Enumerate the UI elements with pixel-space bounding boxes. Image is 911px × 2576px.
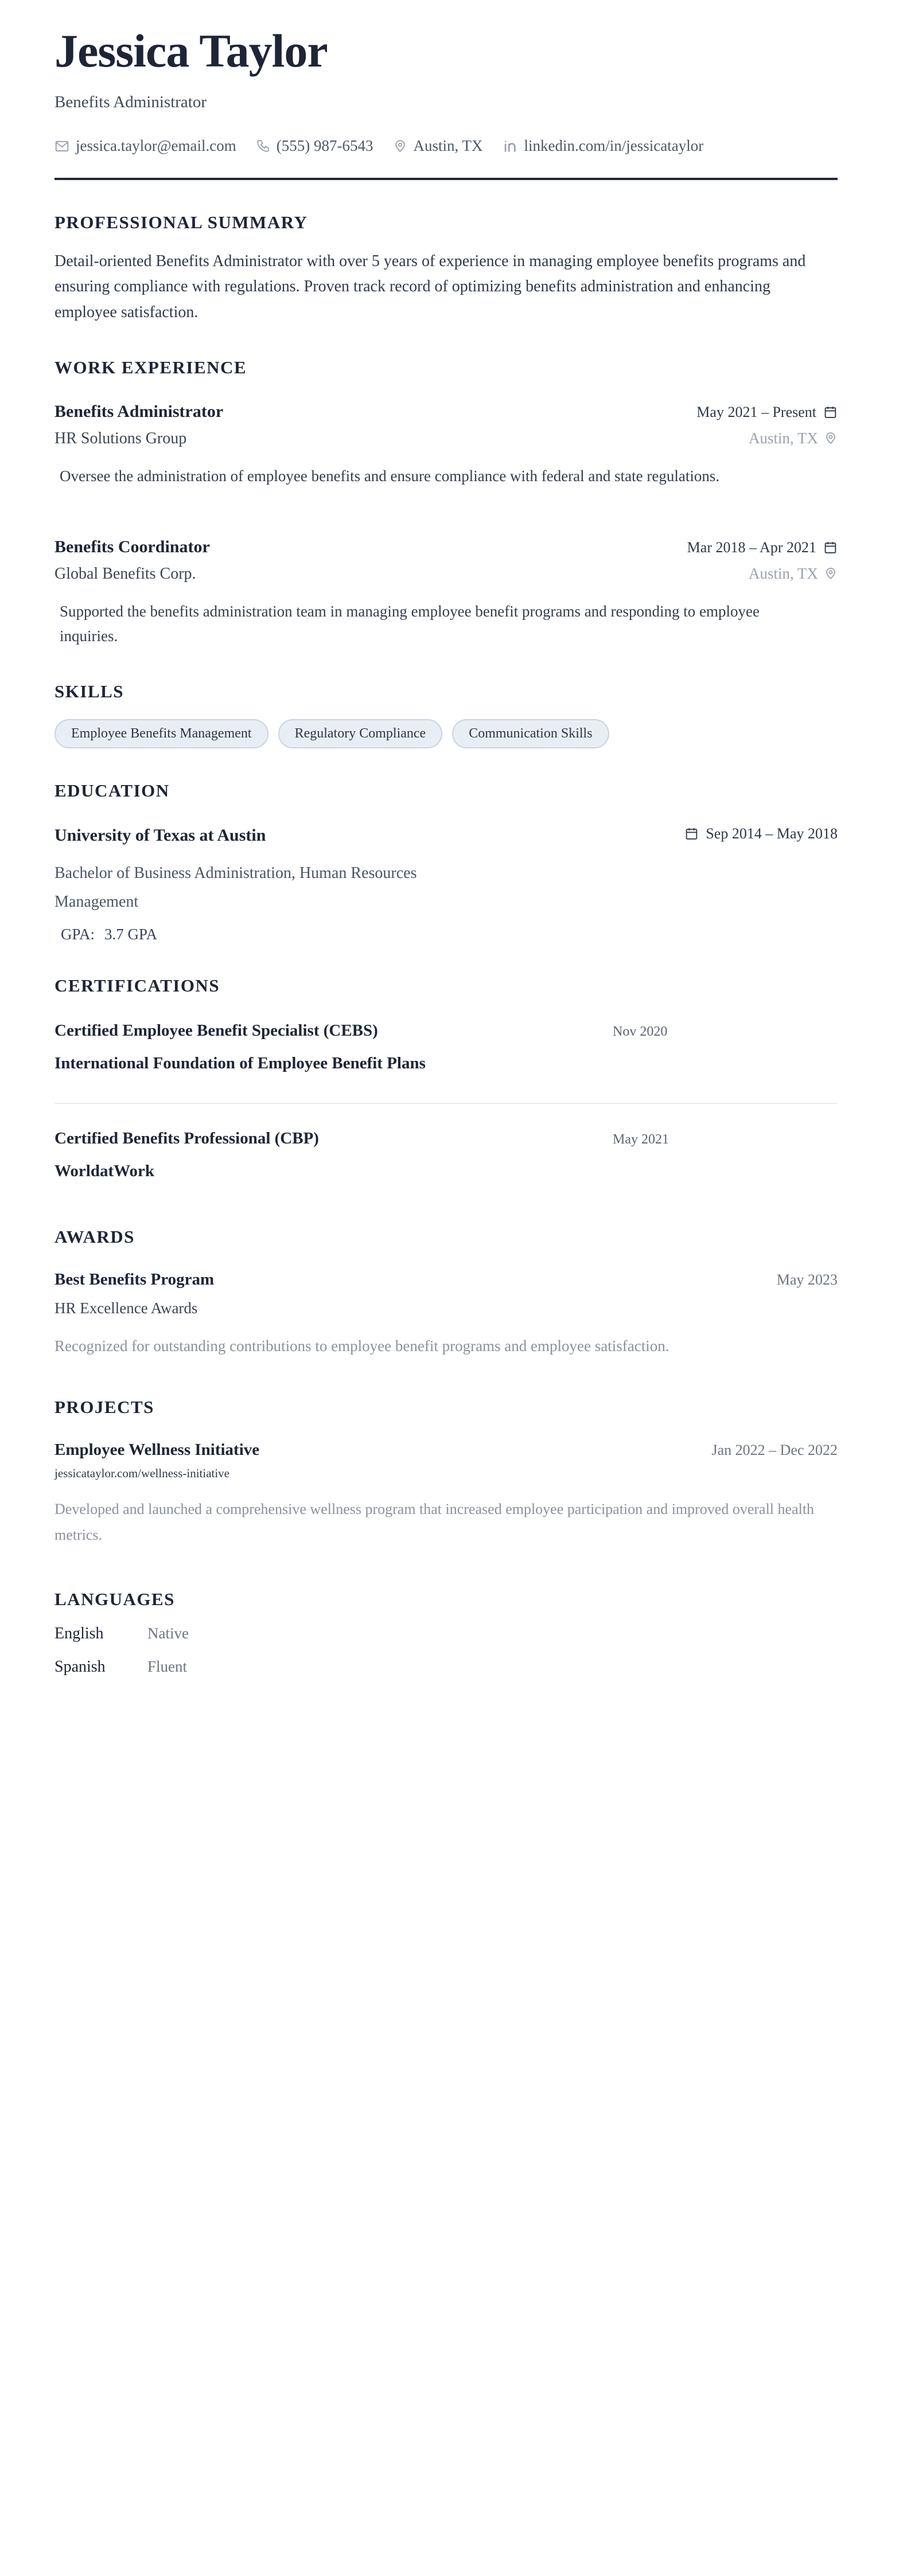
job-company: HR Solutions Group [54,429,187,447]
certification-name: Certified Employee Benefit Specialist (CEBS) [54,1021,378,1040]
location-pin-icon [824,567,838,580]
job-description: Supported the benefits administration team in managing employee benefit programs and responding to employee inquiries. [60,602,760,645]
job-location-text: Austin, TX [748,564,818,582]
contact-location-text: Austin, TX [413,137,483,155]
skill-chip: Employee Benefits Management [54,719,268,748]
language-level: Native [147,1624,189,1642]
job-dates [687,539,838,556]
certification-entry [54,1129,838,1181]
section-awards [54,1227,838,1359]
certification-date: May 2021 [613,1131,669,1147]
language-name: English [54,1624,104,1642]
job-description: Oversee the administration of employee benefits and ensure compliance with federal and state regulations. [60,467,720,485]
job-title: Benefits Coordinator [54,537,210,556]
award-entry [54,1270,838,1359]
contact-email-text: jessica.taylor@email.com [76,137,236,155]
phone-icon [256,139,270,153]
job-location [749,430,838,447]
contact-phone-text: (555) 987-6543 [276,137,373,155]
certification-name: Certified Benefits Professional (CBP) [54,1129,319,1148]
job-company: Global Benefits Corp. [54,564,196,583]
language-name: Spanish [54,1657,106,1676]
education-entry [54,825,838,943]
job-dates [696,404,838,421]
certification-entry [54,1021,838,1073]
project-url[interactable]: jessicataylor.com/wellness-initiative [54,1466,230,1481]
project-description: Developed and launched a comprehensive wellness program that increased employee participation and improved overall health metrics. [54,1501,815,1543]
language-row [54,1658,838,1676]
contact-email[interactable] [54,137,236,155]
project-dates: Jan 2022 – Dec 2022 [711,1442,838,1459]
section-professional-summary [54,212,838,325]
languages-heading: LANGUAGES [54,1588,175,1609]
header-divider [54,178,838,180]
education-dates-text: Sep 2014 – May 2018 [706,825,838,842]
certification-date: Nov 2020 [613,1024,668,1039]
contact-linkedin[interactable] [503,137,704,155]
skills-chip-list [54,719,838,748]
location-pin-icon [824,431,838,445]
summary-text: Detail-oriented Benefits Administrator with over 5 years of experience in managing employee benefits programs and ensuring compliance with regulations. Proven track record of optimizing benefits administration and enhancing employee satisfaction. [54,252,806,321]
skills-heading: SKILLS [54,681,124,701]
experience-heading: WORK EXPERIENCE [54,357,247,377]
project-entry [54,1441,838,1547]
section-projects [54,1397,838,1547]
job-location-text: Austin, TX [748,429,818,447]
email-icon [54,139,69,154]
job-dates-text: May 2021 – Present [696,403,816,420]
section-languages [54,1589,838,1676]
education-dates [684,825,838,842]
job-entry [54,537,838,649]
gpa-value: 3.7 GPA [104,925,158,943]
certification-issuer: International Foundation of Employee Benefit Plans [54,1053,426,1072]
school-name: University of Texas at Austin [54,826,266,845]
job-title: Benefits Administrator [54,401,224,421]
projects-heading: PROJECTS [54,1397,154,1418]
section-skills [54,681,838,748]
certifications-heading: CERTIFICATIONS [54,975,220,996]
project-title: Employee Wellness Initiative [54,1441,260,1459]
location-pin-icon [393,139,407,153]
certification-divider [54,1103,838,1104]
contact-location [393,137,483,155]
language-level: Fluent [147,1657,188,1675]
linkedin-icon [503,138,518,154]
section-certifications [54,975,838,1181]
contact-row [54,137,838,155]
gpa-row [54,926,838,943]
language-row [54,1625,838,1643]
summary-heading: PROFESSIONAL SUMMARY [54,212,308,233]
skill-chip: Regulatory Compliance [278,719,443,748]
award-issuer: HR Excellence Awards [54,1299,198,1317]
gpa-label: GPA: [61,925,95,943]
awards-heading: AWARDS [54,1226,135,1247]
person-name: Jessica Taylor [54,25,328,77]
resume-header [54,26,838,180]
certification-issuer: WorldatWork [54,1161,155,1180]
contact-phone [256,137,373,155]
job-dates-text: Mar 2018 – Apr 2021 [687,538,816,556]
calendar-icon [684,826,699,841]
award-date: May 2023 [776,1271,838,1288]
calendar-icon [823,405,838,419]
job-location [749,565,838,583]
section-work-experience [54,357,838,649]
award-title: Best Benefits Program [54,1270,215,1289]
job-entry [54,402,838,489]
skill-chip: Communication Skills [452,719,609,748]
education-heading: EDUCATION [54,780,170,801]
section-education [54,780,838,943]
degree: Bachelor of Business Administration, Human Resources Management [54,864,417,911]
calendar-icon [823,540,838,555]
contact-linkedin-text: linkedin.com/in/jessicataylor [524,137,704,155]
award-description: Recognized for outstanding contributions to employee benefit programs and employee satisfaction. [54,1337,669,1355]
person-job-title: Benefits Administrator [54,93,207,112]
